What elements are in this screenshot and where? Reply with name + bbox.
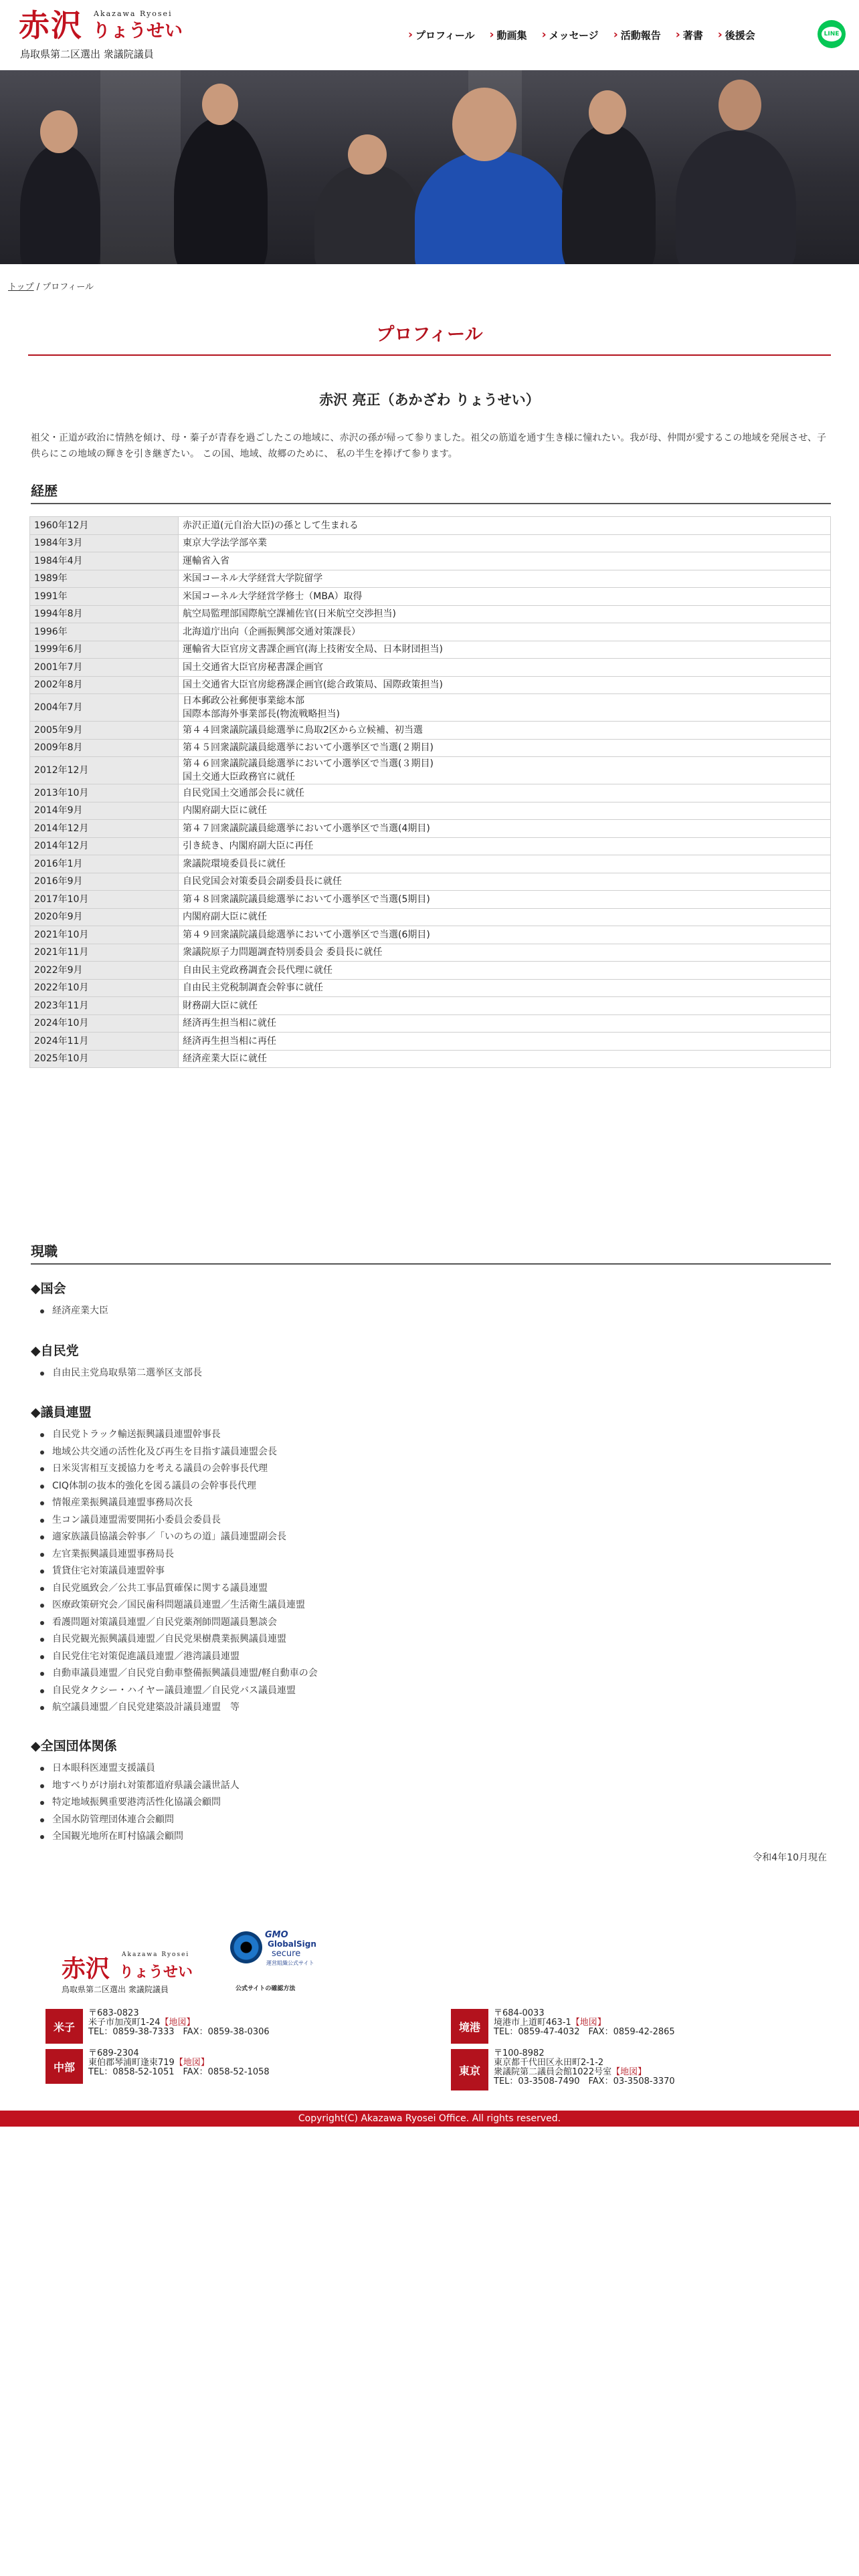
career-date: 2001年7月 [30, 659, 179, 677]
breadcrumb-home-link[interactable]: トップ [8, 282, 34, 292]
as-of-date: 令和4年10月現在 [753, 1852, 827, 1863]
group-national-heading: ◆全国団体関係 [31, 1739, 117, 1753]
career-description: 航空局監理部国際航空課補佐官(日米航空交渉担当) [179, 605, 831, 623]
logo-kanji: 赤沢 [19, 7, 83, 43]
site-header [0, 0, 859, 70]
list-item: 看護問題対策議員連盟／自民党薬剤師問題議員懇談会 [39, 1614, 318, 1632]
career-table [29, 516, 831, 1068]
office-sakaiminato: 境港 〒684-0033 境港市上道町463-1【地図】 TEL：0859-47-4032 FAX：0859-42-2865 [451, 2009, 826, 2048]
footer-logo-kanji: 赤沢 [62, 1955, 110, 1983]
career-description: 経済再生担当相に就任 [179, 1014, 831, 1033]
footer-logo-kana: りょうせい [119, 1963, 193, 1981]
nav-activity[interactable]: › 活動報告 [613, 28, 661, 41]
office-tokyo: 東京 〒100-8982 東京都千代田区永田町2-1-2 衆議院第二議員会館1022号室【地図】 TEL：03-3508-7490 FAX：03-3508-3370 [451, 2049, 826, 2088]
career-description: 運輸省大臣官房文書課企画官(海上技術安全局、日本財団担当) [179, 641, 831, 659]
breadcrumb-separator: / [33, 282, 43, 292]
career-row [30, 802, 831, 820]
career-description: 第４７回衆議院議員総選挙において小選挙区で当選(4期目) [179, 820, 831, 838]
list-item: 日米災害相互支援協力を考える議員の会幹事長代理 [39, 1461, 318, 1478]
list-item: 日本眼科医連盟支援議員 [39, 1760, 240, 1778]
list-item: 地域公共交通の活性化及び再生を目指す議員連盟会長 [39, 1444, 318, 1461]
career-description: 赤沢正道(元自治大臣)の孫として生まれる [179, 517, 831, 535]
page-title: プロフィール [376, 324, 483, 345]
career-row [30, 908, 831, 926]
career-description: 北海道庁出向（企画振興部交通対策課長） [179, 623, 831, 641]
career-row [30, 605, 831, 623]
career-description: 内閣府副大臣に就任 [179, 802, 831, 820]
list-item: CIQ体制の抜本的強化を図る議員の会幹事長代理 [39, 1478, 318, 1495]
career-row [30, 676, 831, 694]
group-caucus-list [39, 1426, 318, 1717]
career-row [30, 588, 831, 606]
career-date: 1999年6月 [30, 641, 179, 659]
list-item: 自民党トラック輸送振興議員連盟幹事長 [39, 1426, 318, 1444]
map-link[interactable]: 【地図】 [571, 2018, 606, 2028]
career-row [30, 926, 831, 944]
breadcrumb [8, 280, 94, 292]
career-description: 国土交通省大臣官房秘書課企画官 [179, 659, 831, 677]
chevron-right-icon: › [489, 28, 494, 41]
list-item: 特定地域振興重要港湾活性化協議会顧問 [39, 1794, 240, 1812]
career-date: 2016年1月 [30, 855, 179, 873]
globalsign-caption: 公式サイトの確認方法 [235, 1985, 296, 1992]
list-item: 自動車議員連盟／自民党自動車整備振興議員連盟/軽自動車の会 [39, 1665, 318, 1683]
nav-message[interactable]: › メッセージ [541, 28, 599, 41]
career-description: 自由民主党税制調査会幹事に就任 [179, 979, 831, 997]
list-item: 自民党観光振興議員連盟／自民党果樹農業振興議員連盟 [39, 1631, 318, 1648]
footer-logo-subtitle: 鳥取県第二区選出 衆議院議員 [62, 1985, 169, 1994]
list-item: 自由民主党鳥取県第二選挙区支部長 [39, 1365, 202, 1382]
career-description: 第４５回衆議院議員総選挙において小選挙区で当選(２期目) [179, 739, 831, 757]
list-item: 生コン議員連盟需要開拓小委員会委員長 [39, 1512, 318, 1529]
career-description: 自民党国土交通部会長に就任 [179, 784, 831, 802]
career-heading: 経歴 [31, 480, 831, 504]
career-date: 2009年8月 [30, 739, 179, 757]
career-row [30, 534, 831, 552]
career-description: 自民党国会対策委員会副委員長に就任 [179, 873, 831, 891]
career-row [30, 837, 831, 855]
career-row [30, 997, 831, 1015]
chevron-right-icon: › [675, 28, 680, 41]
career-row [30, 962, 831, 980]
career-date: 2017年10月 [30, 891, 179, 909]
career-date: 2005年9月 [30, 722, 179, 740]
hero-photo [0, 70, 859, 264]
career-description: 米国コーネル大学経営学修士（MBA）取得 [179, 588, 831, 606]
list-item: 左官業振興議員連盟事務局長 [39, 1546, 318, 1564]
list-item: 情報産業振興議員連盟事務局次長 [39, 1495, 318, 1512]
office-chubu: 中部 〒689-2304 東伯郡琴浦町逢束719【地図】 TEL：0858-52-1051 FAX：0858-52-1058 [45, 2049, 420, 2088]
group-ldp-heading: ◆自民党 [31, 1344, 79, 1358]
copyright-bar: Copyright(C) Akazawa Ryosei Office. All rights reserved. [0, 2111, 859, 2127]
career-description: 内閣府副大臣に就任 [179, 908, 831, 926]
career-description: 東京大学法学部卒業 [179, 534, 831, 552]
career-date: 2012年12月 [30, 757, 179, 784]
intro-text: 祖父・正道が政治に情熱を傾け、母・蓁子が青春を過ごしたこの地域に、赤沢の孫が帰って参りました。祖父の筋道を通す生き様に憧れたい。我が母、仲間が愛するこの地域を発展させ、子供らにこの地域の輝きを引き継ぎたい。 この国、地域、故郷のために、 私の半生を捧げて参ります。 [31, 433, 827, 459]
person-name: 赤沢 亮正（あかざわ りょうせい） [319, 392, 540, 408]
career-row [30, 1033, 831, 1051]
current-heading: 現職 [31, 1241, 831, 1265]
career-row [30, 1050, 831, 1068]
career-row [30, 570, 831, 588]
career-row [30, 944, 831, 962]
chevron-right-icon: › [408, 28, 413, 41]
career-row [30, 979, 831, 997]
career-description: 第４８回衆議院議員総選挙において小選挙区で当選(5期目) [179, 891, 831, 909]
career-date: 1994年8月 [30, 605, 179, 623]
career-date: 2013年10月 [30, 784, 179, 802]
career-description: 米国コーネル大学経営大学院留学 [179, 570, 831, 588]
nav-supporters[interactable]: › 後援会 [717, 28, 755, 41]
career-date: 2024年10月 [30, 1014, 179, 1033]
career-date: 2002年8月 [30, 676, 179, 694]
list-item: 地すべりがけ崩れ対策都道府県議会議世話人 [39, 1778, 240, 1795]
career-date: 2025年10月 [30, 1050, 179, 1068]
list-item: 航空議員連盟／自民党建築設計議員連盟 等 [39, 1699, 318, 1717]
nav-books[interactable]: › 著書 [675, 28, 703, 41]
globalsign-seal[interactable]: GMO GlobalSign secure 運営組織公式サイト 公式サイトの確認方法 [227, 1926, 314, 2000]
career-date: 2022年10月 [30, 979, 179, 997]
career-date: 2021年10月 [30, 926, 179, 944]
career-date: 2023年11月 [30, 997, 179, 1015]
career-description: 第４６回衆議院議員総選挙において小選挙区で当選(３期目) 国土交通大臣政務官に就任 [179, 757, 831, 784]
career-row [30, 757, 831, 784]
logo-kana: りょうせい [92, 21, 183, 41]
map-link[interactable]: 【地図】 [160, 2018, 195, 2028]
office-yonago: 米子 〒683-0823 米子市加茂町1-24【地図】 TEL：0859-38-7333 FAX：0859-38-0306 [45, 2009, 420, 2048]
career-date: 1989年 [30, 570, 179, 588]
career-row [30, 659, 831, 677]
list-item: 全国水防管理団体連合会顧問 [39, 1812, 240, 1829]
career-date: 1996年 [30, 623, 179, 641]
career-row [30, 855, 831, 873]
career-description: 自由民主党政務調査会長代理に就任 [179, 962, 831, 980]
chevron-right-icon: › [613, 28, 618, 41]
map-link[interactable]: 【地図】 [611, 2067, 647, 2077]
career-description: 経済産業大臣に就任 [179, 1050, 831, 1068]
group-diet-heading: ◆国会 [31, 1281, 66, 1296]
nav-profile[interactable]: › プロフィール [408, 28, 475, 41]
career-description: 国土交通省大臣官房総務課企画官(総合政策局、国際政策担当) [179, 676, 831, 694]
career-date: 2022年9月 [30, 962, 179, 980]
map-link[interactable]: 【地図】 [174, 2058, 209, 2068]
logo-roman: Akazawa Ryosei [94, 9, 173, 18]
list-item: 賃貸住宅対策議員連盟幹事 [39, 1563, 318, 1580]
career-date: 1991年 [30, 588, 179, 606]
footer-logo-roman: Akazawa Ryosei [122, 1951, 190, 1958]
career-description: 第４９回衆議院議員総選挙において小選挙区で当選(6期目) [179, 926, 831, 944]
globalsign-eye-icon [230, 1931, 262, 1963]
career-description: 衆議院環境委員長に就任 [179, 855, 831, 873]
career-date: 2016年9月 [30, 873, 179, 891]
breadcrumb-current: プロフィール [42, 282, 94, 292]
career-date: 2020年9月 [30, 908, 179, 926]
list-item: 自民党タクシー・ハイヤー議員連盟／自民党バス議員連盟 [39, 1683, 318, 1700]
site-logo[interactable] [19, 7, 193, 60]
career-date: 1984年4月 [30, 552, 179, 570]
career-row [30, 891, 831, 909]
career-date: 2004年7月 [30, 694, 179, 722]
career-row [30, 1014, 831, 1033]
career-description: 運輸省入省 [179, 552, 831, 570]
career-row [30, 722, 831, 740]
career-row [30, 517, 831, 535]
career-date: 2021年11月 [30, 944, 179, 962]
career-row [30, 641, 831, 659]
career-row [30, 873, 831, 891]
line-icon[interactable]: LINE [818, 20, 846, 48]
list-item: 適家族議員協議会幹事／「いのちの道」議員連盟副会長 [39, 1529, 318, 1546]
career-row [30, 739, 831, 757]
list-item: 自民党住宅対策促進議員連盟／港湾議員連盟 [39, 1648, 318, 1666]
list-item: 医療政策研究会／国民歯科問題議員連盟／生活衛生議員連盟 [39, 1597, 318, 1614]
career-description: 日本郵政公社郵便事業総本部 国際本部海外事業部長(物流戦略担当) [179, 694, 831, 722]
group-diet-list [39, 1303, 108, 1320]
group-caucus-heading: ◆議員連盟 [31, 1405, 92, 1420]
career-date: 2014年12月 [30, 820, 179, 838]
career-date: 1984年3月 [30, 534, 179, 552]
main-nav [408, 25, 770, 44]
footer-logo[interactable] [62, 1950, 205, 1997]
chevron-right-icon: › [541, 28, 547, 41]
group-ldp-list [39, 1365, 202, 1382]
group-national-list [39, 1760, 240, 1846]
career-row [30, 694, 831, 722]
career-row [30, 784, 831, 802]
career-date: 2024年11月 [30, 1033, 179, 1051]
career-row [30, 820, 831, 838]
chevron-right-icon: › [717, 28, 723, 41]
list-item: 自民党風致会／公共工事品質確保に関する議員連盟 [39, 1580, 318, 1598]
list-item: 経済産業大臣 [39, 1303, 108, 1320]
career-description: 財務副大臣に就任 [179, 997, 831, 1015]
career-description: 第４４回衆議院議員総選挙に鳥取2区から立候補、初当選 [179, 722, 831, 740]
career-description: 衆議院原子力問題調査特別委員会 委員長に就任 [179, 944, 831, 962]
title-divider [28, 354, 831, 356]
career-description: 引き続き、内閣府副大臣に再任 [179, 837, 831, 855]
career-date: 2014年9月 [30, 802, 179, 820]
list-item: 全国観光地所在町村協議会顧問 [39, 1828, 240, 1846]
career-description: 経済再生担当相に再任 [179, 1033, 831, 1051]
nav-videos[interactable]: › 動画集 [489, 28, 527, 41]
logo-subtitle: 鳥取県第二区選出 衆議院議員 [20, 48, 154, 60]
career-date: 2014年12月 [30, 837, 179, 855]
career-row [30, 623, 831, 641]
career-date: 1960年12月 [30, 517, 179, 535]
career-row [30, 552, 831, 570]
